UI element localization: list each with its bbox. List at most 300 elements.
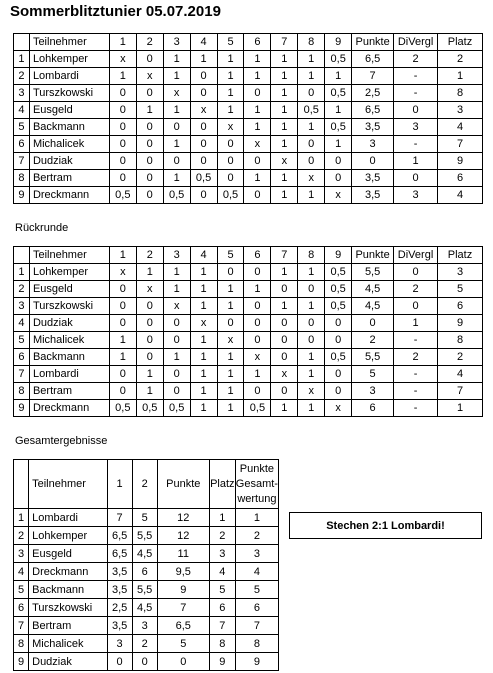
table-row <box>14 383 483 400</box>
table-cell: 7 <box>107 509 132 527</box>
table-cell: 5 <box>157 635 209 653</box>
table-cell: 1 <box>190 383 217 400</box>
player-name-cell: Lombardi <box>29 509 107 527</box>
player-name-cell: Eusgeld <box>29 102 109 119</box>
table-cell: 0 <box>136 153 163 170</box>
table-cell: 1 <box>217 85 244 102</box>
header-cell: Platz <box>438 247 483 264</box>
table-row <box>14 187 483 204</box>
header-cell: Platz <box>209 460 235 509</box>
table-row <box>14 281 483 298</box>
table-cell: - <box>394 85 438 102</box>
table-cell: 5 <box>235 581 278 599</box>
player-name-cell: Lohkemper <box>29 264 109 281</box>
table-cell: x <box>298 170 325 187</box>
table-cell: x <box>217 332 244 349</box>
table-cell: 0,5 <box>190 170 217 187</box>
table-cell: 4 <box>235 563 278 581</box>
table-cell: 6,5 <box>107 545 132 563</box>
table-cell: 3 <box>394 119 438 136</box>
player-name-cell: Turszkowski <box>29 599 107 617</box>
table-cell: 3 <box>352 383 394 400</box>
header-cell: 8 <box>298 34 325 51</box>
table-row <box>14 366 483 383</box>
header-cell: 3 <box>163 34 190 51</box>
header-cell: 3 <box>163 247 190 264</box>
table-cell: 1 <box>271 400 298 417</box>
table-cell: 8 <box>235 635 278 653</box>
table-cell: 1 <box>271 298 298 315</box>
table-cell: 0 <box>325 315 352 332</box>
header-cell: 9 <box>325 247 352 264</box>
table-cell: 12 <box>157 509 209 527</box>
table-cell: 0 <box>190 153 217 170</box>
table-cell: 1 <box>109 68 136 85</box>
table-cell: 2 <box>14 68 30 85</box>
table-cell: 3 <box>209 545 235 563</box>
table-cell: 7 <box>438 136 483 153</box>
table-cell: 11 <box>157 545 209 563</box>
table-row <box>14 509 279 527</box>
player-name-cell: Dudziak <box>29 315 109 332</box>
table-cell: 1 <box>298 51 325 68</box>
table-cell: 1 <box>217 281 244 298</box>
table-cell: 0 <box>217 153 244 170</box>
table-cell: x <box>190 102 217 119</box>
table-cell: 0 <box>298 136 325 153</box>
table-cell: 1 <box>298 366 325 383</box>
table-cell: 1 <box>235 509 278 527</box>
table-cell: 0 <box>217 315 244 332</box>
table-cell: 0 <box>190 85 217 102</box>
table-cell: 1 <box>217 366 244 383</box>
table-cell: 3,5 <box>352 187 394 204</box>
table-cell: 3 <box>235 545 278 563</box>
header-cell <box>14 247 30 264</box>
header-cell: 1 <box>107 460 132 509</box>
table-cell: 1 <box>217 51 244 68</box>
table-cell: 0 <box>190 136 217 153</box>
table-row <box>14 102 483 119</box>
table-cell: 0,5 <box>325 264 352 281</box>
player-name-cell: Eusgeld <box>29 281 109 298</box>
table-cell: 1 <box>217 102 244 119</box>
table-cell: 5,5 <box>352 349 394 366</box>
table-cell: 8 <box>438 85 483 102</box>
table-cell: 9 <box>209 653 235 671</box>
table-row <box>14 136 483 153</box>
player-name-cell: Bertram <box>29 170 109 187</box>
table-cell: x <box>136 281 163 298</box>
player-name-cell: Backmann <box>29 581 107 599</box>
player-name-cell: Bertram <box>29 383 109 400</box>
table-cell: 4,5 <box>352 298 394 315</box>
table-cell: 0 <box>271 281 298 298</box>
table-cell: 1 <box>298 264 325 281</box>
table-cell: 0,5 <box>325 281 352 298</box>
table-cell: 1 <box>325 136 352 153</box>
table-cell: 12 <box>157 527 209 545</box>
table-row <box>14 51 483 68</box>
table-cell: x <box>325 187 352 204</box>
rueckrunde-label: Rückrunde <box>15 222 69 234</box>
table-cell: 0 <box>244 315 271 332</box>
table-cell: 1 <box>109 332 136 349</box>
table-cell: 0 <box>190 68 217 85</box>
table-cell: 6 <box>438 170 483 187</box>
table-cell: 1 <box>244 170 271 187</box>
table-cell: 1 <box>271 136 298 153</box>
table-cell: 1 <box>163 68 190 85</box>
table-cell: 1 <box>163 349 190 366</box>
table-cell: 1 <box>298 187 325 204</box>
table-cell: 0 <box>136 332 163 349</box>
table-cell: 2 <box>14 527 29 545</box>
table-cell: 0 <box>157 653 209 671</box>
header-cell: 5 <box>217 247 244 264</box>
header-row <box>14 460 279 509</box>
table-cell: 0 <box>136 136 163 153</box>
header-cell: Punkte <box>352 247 394 264</box>
table-cell: 3,5 <box>107 563 132 581</box>
table-cell: 0 <box>132 653 157 671</box>
table-cell: 4 <box>438 119 483 136</box>
table-cell: 0 <box>244 153 271 170</box>
table-cell: 7 <box>209 617 235 635</box>
table-cell: 0 <box>394 170 438 187</box>
table-cell: 9,5 <box>157 563 209 581</box>
table-cell: 5 <box>132 509 157 527</box>
table-cell: 2,5 <box>352 85 394 102</box>
table-cell: 0,5 <box>109 187 136 204</box>
player-name-cell: Michalicek <box>29 136 109 153</box>
table-cell: 5 <box>209 581 235 599</box>
table-row <box>14 635 279 653</box>
table-cell: 3 <box>132 617 157 635</box>
table-cell: 6 <box>14 136 30 153</box>
header-cell: 7 <box>271 34 298 51</box>
table-cell: 0 <box>163 153 190 170</box>
table-row <box>14 581 279 599</box>
table-cell: - <box>394 68 438 85</box>
table-cell: 0,5 <box>109 400 136 417</box>
table-cell: 9 <box>438 315 483 332</box>
table-cell: 0,5 <box>325 298 352 315</box>
table-cell: 8 <box>14 170 30 187</box>
header-cell: Punkte Gesamt-wertung <box>235 460 278 509</box>
table-cell: 1 <box>325 68 352 85</box>
table-cell: 1 <box>244 102 271 119</box>
table-cell: 2 <box>394 349 438 366</box>
player-name-cell: Lohkemper <box>29 51 109 68</box>
player-name-cell: Lombardi <box>29 366 109 383</box>
table-cell: 1 <box>163 170 190 187</box>
table-row <box>14 153 483 170</box>
table-cell: 0 <box>109 383 136 400</box>
table-cell: 1 <box>244 119 271 136</box>
table-cell: 1 <box>438 68 483 85</box>
table-cell: 6,5 <box>157 617 209 635</box>
table-cell: 7 <box>157 599 209 617</box>
table-cell: 3 <box>394 187 438 204</box>
table-cell: 0 <box>325 153 352 170</box>
player-name-cell: Backmann <box>29 119 109 136</box>
table-cell: 2 <box>438 349 483 366</box>
table-cell: 3 <box>107 635 132 653</box>
table-cell: 0 <box>107 653 132 671</box>
header-cell: 8 <box>298 247 325 264</box>
table-cell: 4 <box>14 102 30 119</box>
table-cell: 5,5 <box>132 581 157 599</box>
header-cell: 2 <box>136 247 163 264</box>
table-cell: 0 <box>136 349 163 366</box>
table-cell: 2 <box>14 281 30 298</box>
table-cell: 1 <box>217 400 244 417</box>
header-cell: Teilnehmer <box>29 460 107 509</box>
table-cell: 7 <box>14 153 30 170</box>
table-cell: 1 <box>136 383 163 400</box>
table-cell: 0 <box>163 119 190 136</box>
table-cell: 0,5 <box>325 51 352 68</box>
table-cell: 0 <box>325 170 352 187</box>
table-cell: 1 <box>298 119 325 136</box>
header-cell: 6 <box>244 247 271 264</box>
table-cell: 5 <box>14 581 29 599</box>
table-cell: 2 <box>394 281 438 298</box>
table-cell: 1 <box>217 349 244 366</box>
table-row <box>14 599 279 617</box>
table-cell: x <box>271 366 298 383</box>
table-cell: 1 <box>190 281 217 298</box>
table-cell: 0 <box>271 332 298 349</box>
gesamt-table <box>13 459 279 671</box>
table-cell: 1 <box>217 298 244 315</box>
table-cell: - <box>394 332 438 349</box>
table-cell: 9 <box>14 187 30 204</box>
table-cell: 0 <box>244 383 271 400</box>
table-cell: 0 <box>325 366 352 383</box>
table-row <box>14 298 483 315</box>
table-cell: 6,5 <box>352 51 394 68</box>
table-cell: 1 <box>271 85 298 102</box>
player-name-cell: Dreckmann <box>29 563 107 581</box>
table-cell: 0 <box>394 298 438 315</box>
table-cell: 0 <box>109 153 136 170</box>
header-cell: 2 <box>136 34 163 51</box>
table-cell: 0,5 <box>217 187 244 204</box>
header-cell: 6 <box>244 34 271 51</box>
table-cell: 6 <box>209 599 235 617</box>
header-cell: 9 <box>325 34 352 51</box>
gesamt-label: Gesamtergebnisse <box>15 435 108 447</box>
player-name-cell: Michalicek <box>29 635 107 653</box>
table-cell: 1 <box>163 136 190 153</box>
table-cell: 2,5 <box>107 599 132 617</box>
table-cell: x <box>271 153 298 170</box>
table-cell: x <box>109 51 136 68</box>
table-cell: 0 <box>394 264 438 281</box>
page-title: Sommerblitztunier 05.07.2019 <box>10 3 221 20</box>
table-cell: x <box>244 136 271 153</box>
table-cell: 0 <box>352 315 394 332</box>
table-cell: 0 <box>109 315 136 332</box>
table-cell: 0 <box>136 187 163 204</box>
table-row <box>14 653 279 671</box>
table-cell: - <box>394 136 438 153</box>
table-cell: 4,5 <box>132 545 157 563</box>
table-cell: 1 <box>244 51 271 68</box>
table-cell: 2 <box>235 527 278 545</box>
header-cell: Punkte <box>157 460 209 509</box>
table-cell: 8 <box>438 332 483 349</box>
table-row <box>14 400 483 417</box>
table-cell: 0 <box>325 332 352 349</box>
table-cell: 0 <box>244 85 271 102</box>
table-cell: 0 <box>352 153 394 170</box>
table-cell: 4 <box>209 563 235 581</box>
table-cell: 1 <box>271 68 298 85</box>
table-cell: 1 <box>136 264 163 281</box>
table-cell: 9 <box>14 653 29 671</box>
table-cell: 7 <box>438 383 483 400</box>
table-cell: x <box>217 119 244 136</box>
table-cell: 0,5 <box>244 400 271 417</box>
table-cell: 1 <box>244 366 271 383</box>
table-cell: 6 <box>438 298 483 315</box>
table-cell: x <box>163 298 190 315</box>
table-cell: 0,5 <box>298 102 325 119</box>
table-cell: 0 <box>136 51 163 68</box>
table-cell: 0 <box>190 119 217 136</box>
header-cell: DiVergl <box>394 247 438 264</box>
table-cell: 0 <box>298 332 325 349</box>
table-cell: 1 <box>163 264 190 281</box>
table-cell: 0 <box>136 119 163 136</box>
table-cell: 0 <box>244 187 271 204</box>
table-cell: 1 <box>190 349 217 366</box>
table-cell: 0 <box>136 315 163 332</box>
table-row <box>14 264 483 281</box>
table-cell: x <box>163 85 190 102</box>
table-cell: 4,5 <box>132 599 157 617</box>
table-cell: 1 <box>190 332 217 349</box>
table-cell: 0 <box>298 281 325 298</box>
header-cell <box>14 460 29 509</box>
table-cell: 3 <box>438 264 483 281</box>
header-cell: 7 <box>271 247 298 264</box>
table-cell: 0 <box>109 136 136 153</box>
table-row <box>14 527 279 545</box>
header-cell: 1 <box>109 34 136 51</box>
player-name-cell: Backmann <box>29 349 109 366</box>
table-cell: 0 <box>298 153 325 170</box>
table-cell: 0 <box>136 85 163 102</box>
table-cell: 3 <box>352 136 394 153</box>
table-cell: 1 <box>271 119 298 136</box>
header-row <box>14 247 483 264</box>
header-cell: Teilnehmer <box>29 247 109 264</box>
table-cell: 0,5 <box>163 400 190 417</box>
table-cell: 0,5 <box>163 187 190 204</box>
table-cell: 2 <box>132 635 157 653</box>
table-cell: 4 <box>14 563 29 581</box>
rueckrunde-table <box>13 246 483 417</box>
table-cell: 1 <box>163 51 190 68</box>
table-cell: 1 <box>438 400 483 417</box>
header-cell: 4 <box>190 34 217 51</box>
table-cell: 0,5 <box>136 400 163 417</box>
table-row <box>14 170 483 187</box>
table-cell: 6 <box>132 563 157 581</box>
table-cell: 3 <box>14 545 29 563</box>
table-cell: 7 <box>14 366 30 383</box>
table-cell: 6,5 <box>107 527 132 545</box>
table-cell: 1 <box>298 400 325 417</box>
table-cell: 0 <box>394 102 438 119</box>
table-cell: 8 <box>14 635 29 653</box>
table-cell: 1 <box>136 366 163 383</box>
table-cell: 1 <box>244 68 271 85</box>
player-name-cell: Dudziak <box>29 153 109 170</box>
table-cell: 2 <box>352 332 394 349</box>
table-cell: 1 <box>325 102 352 119</box>
table-cell: 9 <box>157 581 209 599</box>
table-cell: 9 <box>14 400 30 417</box>
table-row <box>14 315 483 332</box>
header-cell: 5 <box>217 34 244 51</box>
player-name-cell: Michalicek <box>29 332 109 349</box>
table-cell: 0 <box>163 366 190 383</box>
table-cell: 0 <box>217 136 244 153</box>
header-cell <box>14 34 30 51</box>
table-cell: 1 <box>271 51 298 68</box>
table-cell: x <box>298 383 325 400</box>
table-cell: 4 <box>438 366 483 383</box>
table-cell: 3,5 <box>107 581 132 599</box>
table-row <box>14 349 483 366</box>
table-cell: 1 <box>298 68 325 85</box>
table-cell: 1 <box>271 170 298 187</box>
header-cell: 2 <box>132 460 157 509</box>
tiebreak-note: Stechen 2:1 Lombardi! <box>289 512 482 539</box>
table-cell: 1 <box>271 187 298 204</box>
table-cell: 0 <box>109 366 136 383</box>
table-cell: 3,5 <box>352 170 394 187</box>
table-cell: 1 <box>209 509 235 527</box>
table-row <box>14 68 483 85</box>
table-cell: 0 <box>298 85 325 102</box>
header-row <box>14 34 483 51</box>
table-cell: - <box>394 366 438 383</box>
table-cell: 2 <box>209 527 235 545</box>
table-cell: 1 <box>394 153 438 170</box>
table-cell: 6 <box>235 599 278 617</box>
table-cell: 0 <box>217 170 244 187</box>
table-cell: - <box>394 400 438 417</box>
header-cell: 1 <box>109 247 136 264</box>
table-row <box>14 617 279 635</box>
table-cell: 0 <box>244 298 271 315</box>
table-cell: 0 <box>109 119 136 136</box>
table-cell: 1 <box>163 102 190 119</box>
header-cell: DiVergl <box>394 34 438 51</box>
table-cell: 6 <box>14 349 30 366</box>
table-cell: 0 <box>163 315 190 332</box>
table-cell: 5 <box>352 366 394 383</box>
table-cell: 0 <box>109 85 136 102</box>
header-cell: Punkte <box>352 34 394 51</box>
header-cell: Platz <box>438 34 483 51</box>
